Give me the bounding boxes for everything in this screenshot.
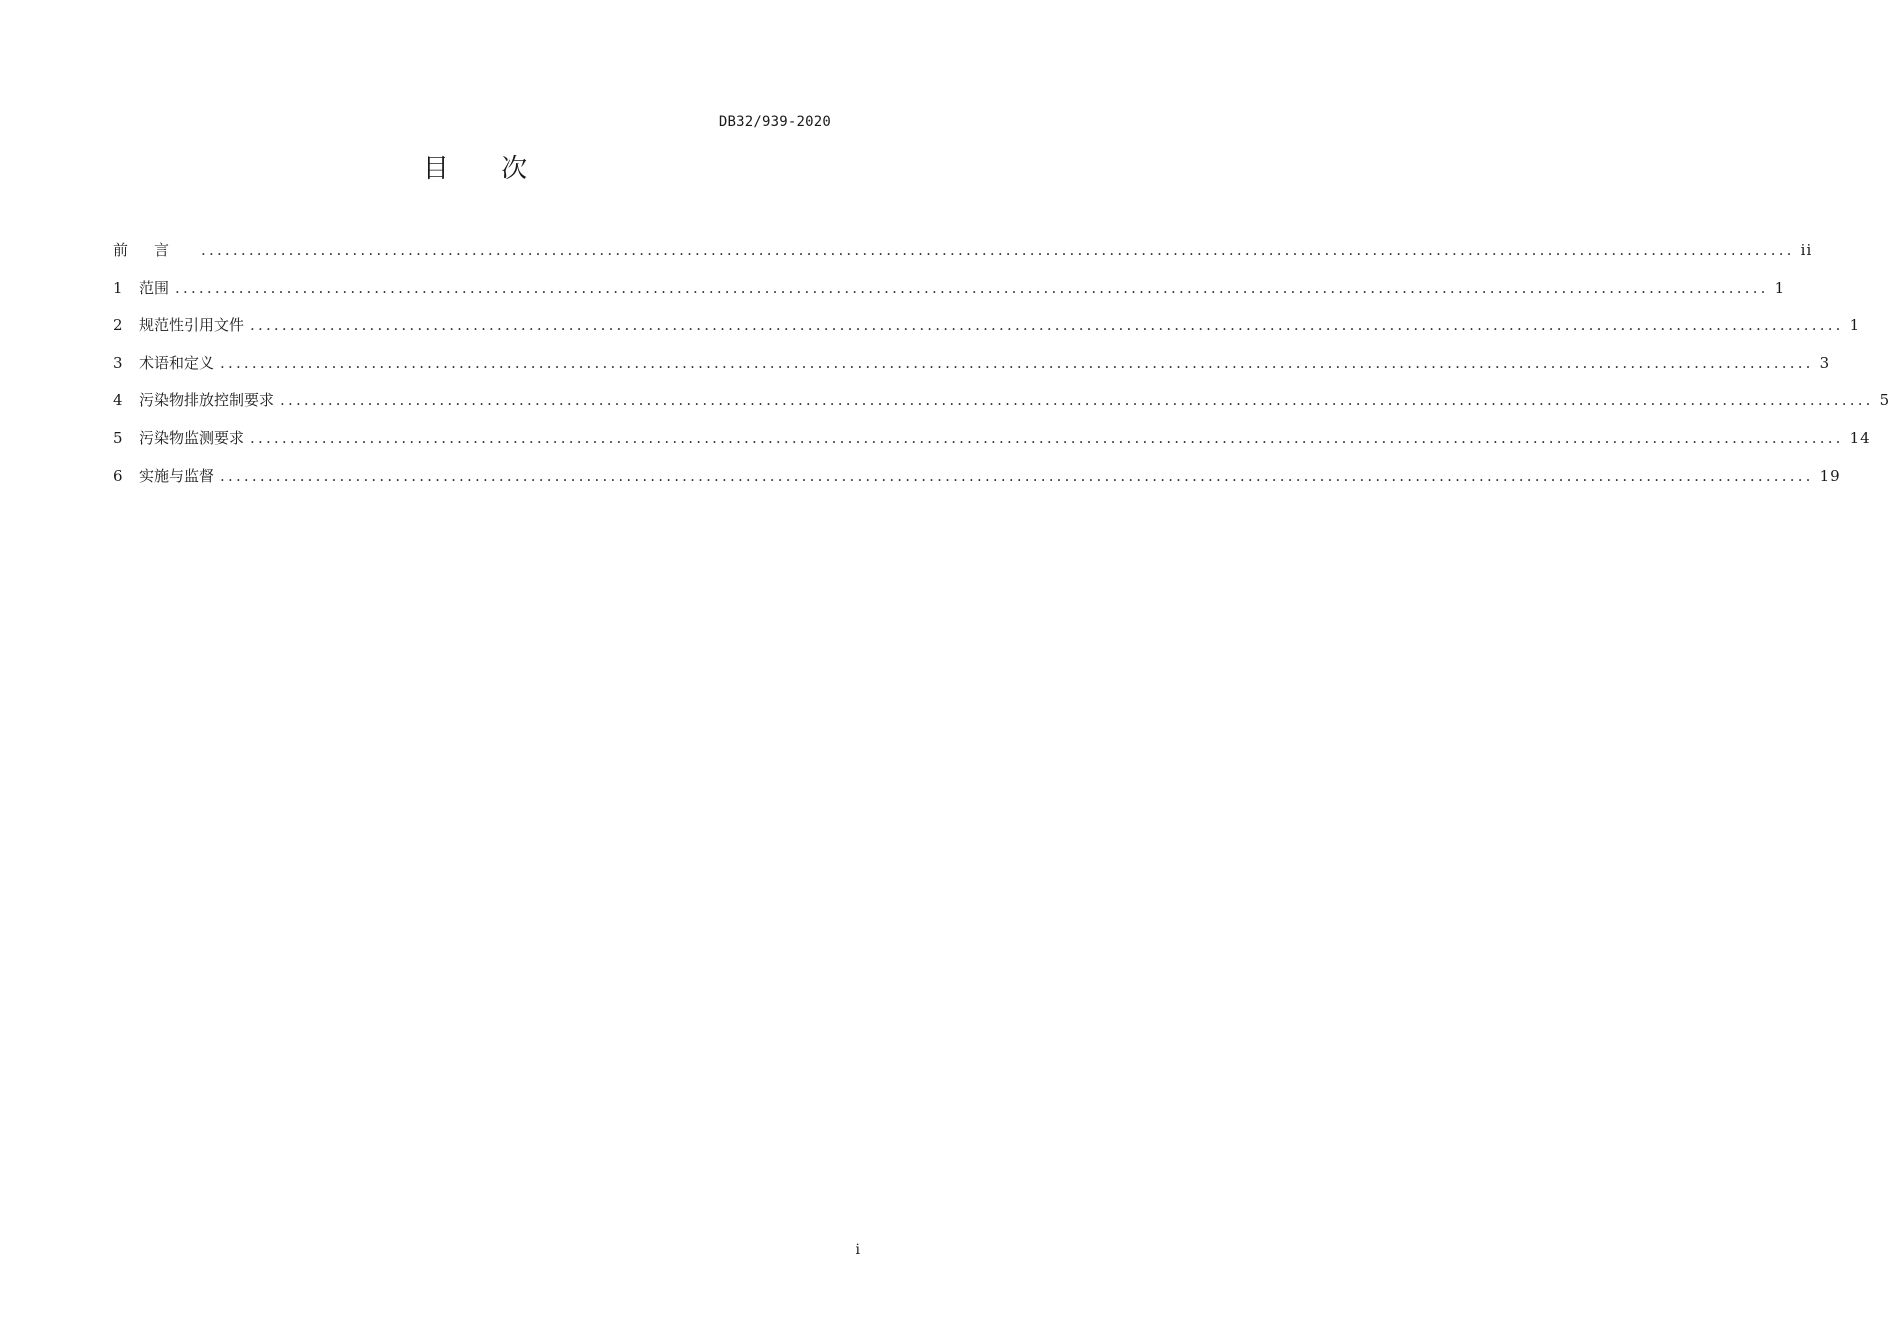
toc-entry-label: 术语和定义 [139,353,215,372]
toc-entry-number: 6 [113,466,123,485]
toc-dot-leader: ........................................................................................................................................................................................................ [220,466,1814,485]
toc-entry-number: 3 [113,353,123,372]
toc-entry-label: 污染物排放控制要求 [139,391,275,410]
toc-entry-terms-definitions[interactable] [113,353,1831,391]
toc-entry-page: 14 [1849,428,1871,447]
toc-dot-leader: ........................................................................................................................................................................................................ [250,428,1844,447]
toc-entry-label: 实施与监督 [139,466,215,485]
toc-dot-leader: ........................................................................................................................................................................................................ [201,241,1795,259]
toc-entry-number: 4 [113,391,123,410]
toc-entry-label: 范围 [139,278,170,297]
toc-entry-page: 1 [1774,278,1786,297]
toc-entry-implementation[interactable] [113,466,1841,504]
toc-entry-page: 3 [1819,353,1831,372]
toc-entry-page: 1 [1849,316,1861,335]
page-title: 目 次 [422,154,550,184]
page-number: i [855,1242,860,1258]
toc-dot-leader: ........................................................................................................................................................................................................ [250,316,1844,335]
toc-dot-leader: ........................................................................................................................................................................................................ [280,391,1874,410]
toc-entry-page: ii [1800,241,1813,259]
toc-entry-monitoring[interactable] [113,428,1871,466]
toc-dot-leader: ........................................................................................................................................................................................................ [220,353,1814,372]
toc-entry-label: 规范性引用文件 [139,316,245,335]
toc-dot-leader: ........................................................................................................................................................................................................ [175,278,1769,297]
table-of-contents [113,240,1890,503]
toc-entry-number: 1 [113,278,123,297]
toc-entry-label: 污染物监测要求 [139,428,245,447]
toc-entry-page: 19 [1819,466,1841,485]
toc-entry-normative-references[interactable] [113,315,1861,353]
toc-entry-label: 前言 [113,241,196,259]
toc-entry-emission-control[interactable] [113,390,1890,428]
toc-entry-preface[interactable] [113,240,1813,278]
toc-entry-scope[interactable] [113,278,1786,316]
toc-entry-number: 2 [113,316,123,335]
document-code: DB32/939-2020 [718,114,831,130]
toc-entry-page: 5 [1879,391,1890,410]
toc-entry-number: 5 [113,428,123,447]
